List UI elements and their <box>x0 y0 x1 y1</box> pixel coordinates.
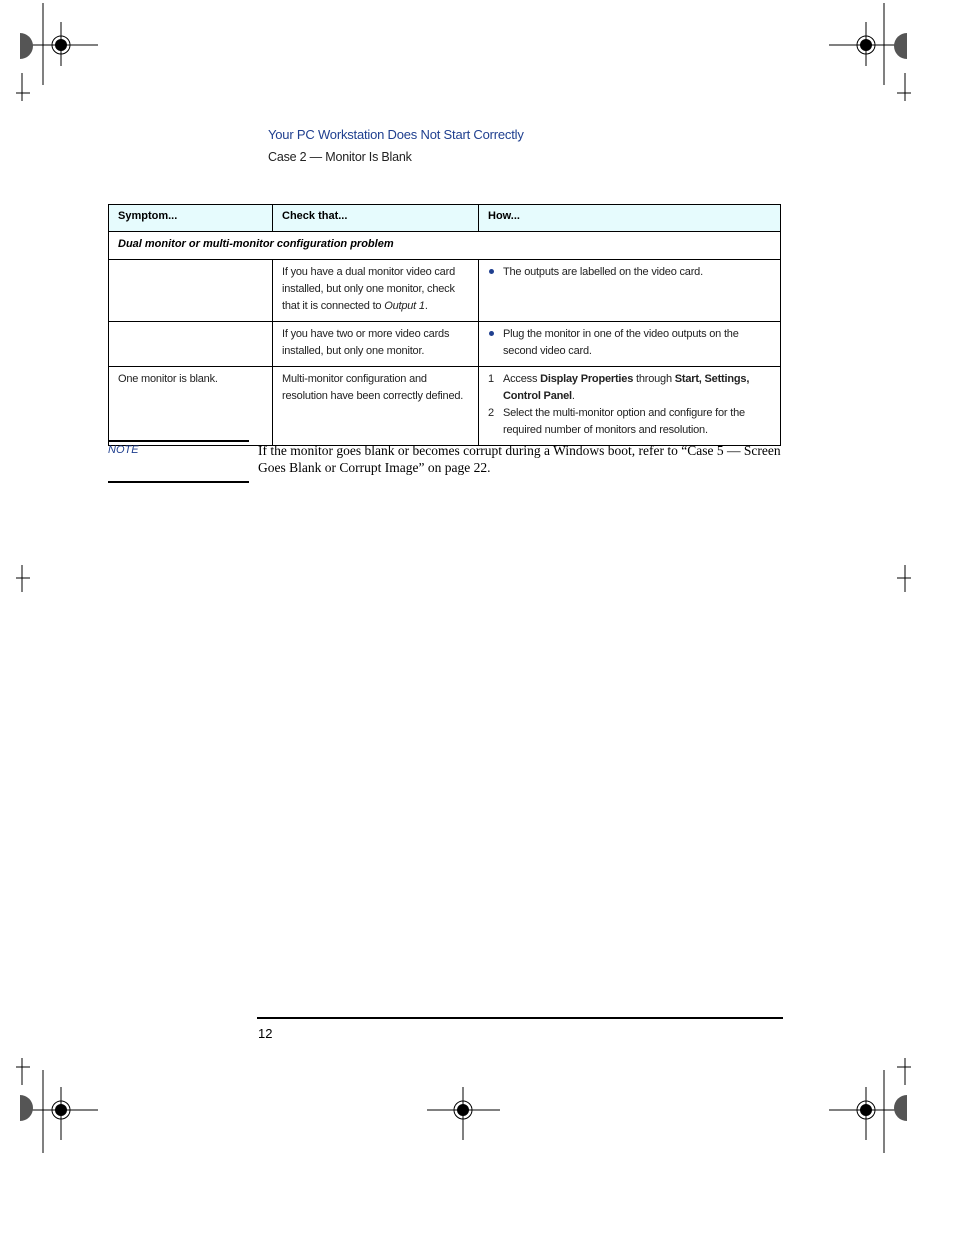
page-number: 12 <box>258 1026 273 1041</box>
note-text: If the monitor goes blank or becomes corrupt during a Windows boot, refer to “Case 5 — Screen Goes Blank or Corrupt Image” on page 22. <box>258 443 781 475</box>
header-check: Check that... <box>273 205 479 232</box>
check-cell: If you have two or more video cards installed, but only one monitor. <box>273 322 479 367</box>
case-subtitle: Case 2 — Monitor Is Blank <box>268 150 412 164</box>
registration-target-icon <box>52 36 875 1119</box>
check-cell: If you have a dual monitor video card installed, but only one monitor, check that it is connected to Output 1. <box>273 260 479 322</box>
color-bar-icon <box>20 33 907 1121</box>
symptom-cell: One monitor is blank. <box>109 367 273 446</box>
header-symptom: Symptom... <box>109 205 273 232</box>
group-label: Dual monitor or multi-monitor configuration problem <box>109 232 781 260</box>
check-cell: Multi-monitor configuration and resolution have been correctly defined. <box>273 367 479 446</box>
section-title: Your PC Workstation Does Not Start Correctly <box>268 127 524 142</box>
step-item: 1 Access Display Properties through Start, Settings, Control Panel. <box>488 373 750 402</box>
bullet-item: The outputs are labelled on the video card. <box>488 264 772 281</box>
note-label: NOTE <box>108 444 139 456</box>
step-item: 2 Select the multi-monitor option and configure for the required number of monitors and resolution. <box>488 407 745 436</box>
header-how: How... <box>479 205 781 232</box>
bullet-item: Plug the monitor in one of the video outputs on the second video card. <box>488 326 772 360</box>
